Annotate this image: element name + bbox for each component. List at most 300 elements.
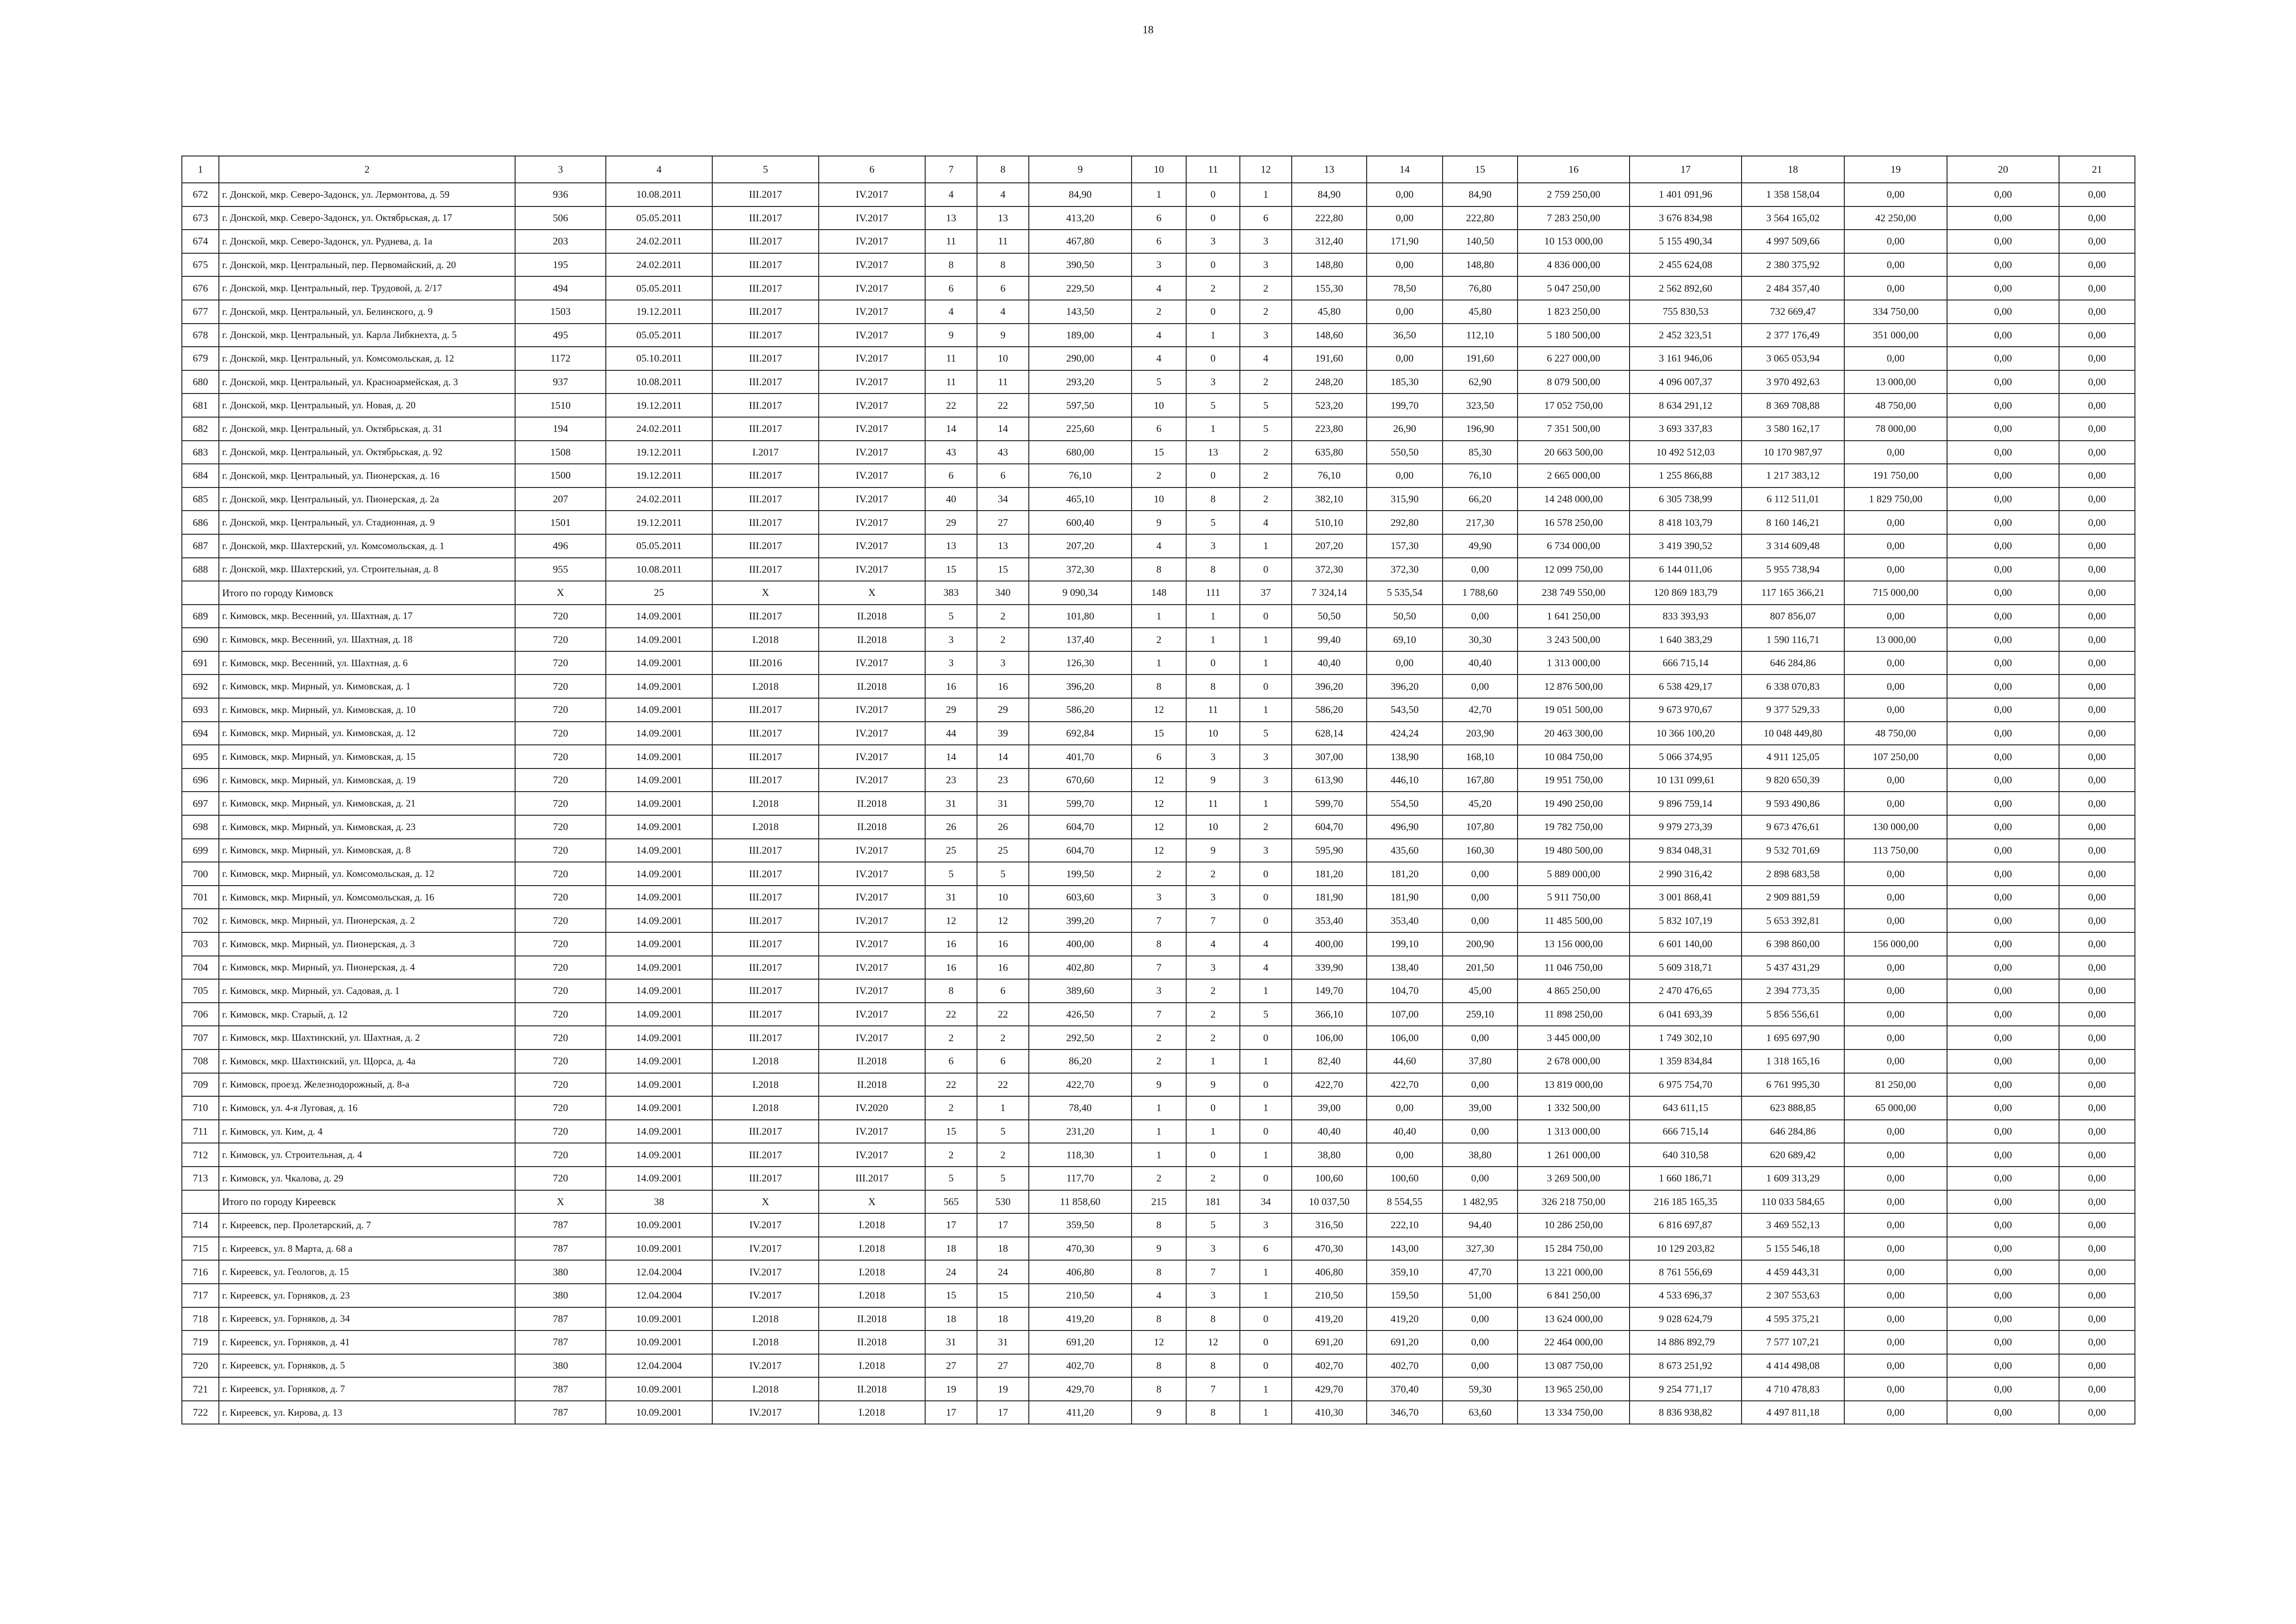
value-cell: 0,00 xyxy=(1947,792,2059,815)
row-number-cell: 709 xyxy=(182,1073,219,1097)
value-cell: 0,00 xyxy=(1947,511,2059,534)
value-cell: 11 858,60 xyxy=(1029,1190,1132,1214)
value-cell: 0,00 xyxy=(1844,511,1947,534)
value-cell: 9 028 624,79 xyxy=(1630,1307,1742,1331)
value-cell: II.2018 xyxy=(819,1049,925,1073)
row-number-cell: 721 xyxy=(182,1377,219,1401)
value-cell: 12 xyxy=(1186,1330,1240,1354)
value-cell: 936 xyxy=(515,183,606,206)
value-cell: 0,00 xyxy=(2059,1260,2135,1284)
value-cell: III.2017 xyxy=(712,300,819,324)
value-cell: 148 xyxy=(1132,581,1186,605)
value-cell: 126,30 xyxy=(1029,651,1132,675)
row-number-cell: 692 xyxy=(182,675,219,698)
address-cell: г. Кимовск, мкр. Мирный, ул. Кимовская, д. 21 xyxy=(219,792,515,815)
value-cell: 107 250,00 xyxy=(1844,745,1947,768)
value-cell: 1 xyxy=(1240,1284,1292,1307)
value-cell: 5 xyxy=(977,1167,1029,1190)
address-cell: Итого по городу Киреевск xyxy=(219,1190,515,1214)
value-cell: 14.09.2001 xyxy=(606,745,712,768)
value-cell: 10 129 203,82 xyxy=(1630,1237,1742,1261)
value-cell: 0,00 xyxy=(1844,230,1947,253)
value-cell: 0,00 xyxy=(2059,441,2135,464)
value-cell: I.2018 xyxy=(712,1377,819,1401)
value-cell: 353,40 xyxy=(1367,909,1443,932)
value-cell: 0,00 xyxy=(2059,605,2135,628)
value-cell: 0,00 xyxy=(1947,487,2059,511)
value-cell: 0 xyxy=(1240,605,1292,628)
value-cell: 17 052 750,00 xyxy=(1518,394,1630,417)
value-cell: 720 xyxy=(515,605,606,628)
value-cell: IV.2017 xyxy=(712,1260,819,1284)
value-cell: 19.12.2011 xyxy=(606,464,712,487)
value-cell: 7 351 500,00 xyxy=(1518,417,1630,441)
value-cell: 0 xyxy=(1240,558,1292,581)
value-cell: 1 788,60 xyxy=(1443,581,1518,605)
address-cell: г. Кимовск, проезд. Железнодорожный, д. 8-а xyxy=(219,1073,515,1097)
value-cell: 14.09.2001 xyxy=(606,886,712,909)
value-cell: 0,00 xyxy=(1947,370,2059,394)
row-number-cell: 693 xyxy=(182,698,219,722)
value-cell: 0,00 xyxy=(2059,722,2135,745)
value-cell: II.2018 xyxy=(819,792,925,815)
value-cell: 43 xyxy=(977,441,1029,464)
value-cell: 18 xyxy=(977,1237,1029,1261)
value-cell: 530 xyxy=(977,1190,1029,1214)
value-cell: 113 750,00 xyxy=(1844,839,1947,862)
value-cell: 720 xyxy=(515,628,606,651)
table-row xyxy=(182,1026,2135,1049)
value-cell: 1 xyxy=(1186,628,1240,651)
value-cell: 44 xyxy=(925,722,977,745)
value-cell: 2 xyxy=(1186,1026,1240,1049)
row-number-cell: 702 xyxy=(182,909,219,932)
value-cell: 0,00 xyxy=(1844,347,1947,370)
value-cell: 0,00 xyxy=(1844,792,1947,815)
value-cell: 0,00 xyxy=(2059,675,2135,698)
row-number-cell: 687 xyxy=(182,534,219,558)
value-cell: 8 xyxy=(1132,558,1186,581)
value-cell: 12 xyxy=(1132,698,1186,722)
value-cell: 117,70 xyxy=(1029,1167,1132,1190)
value-cell: 10 131 099,61 xyxy=(1630,768,1742,792)
value-cell: 112,10 xyxy=(1443,324,1518,347)
value-cell: 2 xyxy=(1132,1026,1186,1049)
value-cell: III.2017 xyxy=(712,932,819,956)
value-cell: 3 580 162,17 xyxy=(1742,417,1844,441)
value-cell: 9 254 771,17 xyxy=(1630,1377,1742,1401)
value-cell: 7 xyxy=(1132,956,1186,980)
table-row xyxy=(182,862,2135,886)
value-cell: 11 xyxy=(977,370,1029,394)
value-cell: 494 xyxy=(515,276,606,300)
value-cell: 5 889 000,00 xyxy=(1518,862,1630,886)
address-cell: г. Кимовск, мкр. Мирный, ул. Комсомольская, д. 12 xyxy=(219,862,515,886)
value-cell: 14.09.2001 xyxy=(606,932,712,956)
value-cell: 346,70 xyxy=(1367,1401,1443,1424)
value-cell: 17 xyxy=(925,1401,977,1424)
value-cell: 0 xyxy=(1240,675,1292,698)
value-cell: 955 xyxy=(515,558,606,581)
column-number-header: 11 xyxy=(1186,156,1240,183)
value-cell: 0,00 xyxy=(1844,1354,1947,1378)
value-cell: 6 xyxy=(925,276,977,300)
value-cell: IV.2017 xyxy=(819,722,925,745)
value-cell: 14.09.2001 xyxy=(606,956,712,980)
value-cell: 34 xyxy=(977,487,1029,511)
value-cell: 290,00 xyxy=(1029,347,1132,370)
value-cell: 9 xyxy=(1132,1073,1186,1097)
value-cell: 13 156 000,00 xyxy=(1518,932,1630,956)
value-cell: 0,00 xyxy=(1443,605,1518,628)
value-cell: IV.2017 xyxy=(819,932,925,956)
value-cell: 0,00 xyxy=(1443,1330,1518,1354)
value-cell: III.2017 xyxy=(712,1026,819,1049)
value-cell: 628,14 xyxy=(1292,722,1367,745)
value-cell: 7 xyxy=(1186,1377,1240,1401)
value-cell: 0,00 xyxy=(2059,628,2135,651)
value-cell: 10.09.2001 xyxy=(606,1213,712,1237)
value-cell: 720 xyxy=(515,1096,606,1120)
value-cell: 16 xyxy=(925,956,977,980)
value-cell: 111 xyxy=(1186,581,1240,605)
value-cell: 0,00 xyxy=(1947,1096,2059,1120)
value-cell: III.2017 xyxy=(712,768,819,792)
value-cell: IV.2017 xyxy=(819,230,925,253)
value-cell: 9 979 273,39 xyxy=(1630,815,1742,839)
row-number-cell xyxy=(182,581,219,605)
row-number-cell: 696 xyxy=(182,768,219,792)
value-cell: 30,30 xyxy=(1443,628,1518,651)
value-cell: 2 484 357,40 xyxy=(1742,276,1844,300)
value-cell: 9 xyxy=(1186,768,1240,792)
table-row xyxy=(182,1237,2135,1261)
value-cell: 0 xyxy=(1186,651,1240,675)
row-number-cell: 716 xyxy=(182,1260,219,1284)
address-cell: г. Кимовск, мкр. Мирный, ул. Кимовская, д. 10 xyxy=(219,698,515,722)
address-cell: г. Киреевск, ул. Горняков, д. 23 xyxy=(219,1284,515,1307)
value-cell: 2 xyxy=(925,1143,977,1167)
address-cell: г. Донской, мкр. Центральный, ул. Пионерская, д. 2а xyxy=(219,487,515,511)
value-cell: 359,50 xyxy=(1029,1213,1132,1237)
value-cell: 6 xyxy=(1240,1237,1292,1261)
address-cell: г. Донской, мкр. Шахтерский, ул. Комсомольская, д. 1 xyxy=(219,534,515,558)
value-cell: 666 715,14 xyxy=(1630,1120,1742,1143)
address-cell: г. Донской, мкр. Северо-Задонск, ул. Руднева, д. 1а xyxy=(219,230,515,253)
value-cell: 4 xyxy=(1240,956,1292,980)
value-cell: 599,70 xyxy=(1292,792,1367,815)
value-cell: 19 051 500,00 xyxy=(1518,698,1630,722)
value-cell: 99,40 xyxy=(1292,628,1367,651)
row-number-cell: 715 xyxy=(182,1237,219,1261)
value-cell: 1 xyxy=(977,1096,1029,1120)
value-cell: 155,30 xyxy=(1292,276,1367,300)
value-cell: 0,00 xyxy=(1947,862,2059,886)
value-cell: IV.2017 xyxy=(819,558,925,581)
value-cell: 4 xyxy=(1132,324,1186,347)
value-cell: 4 865 250,00 xyxy=(1518,979,1630,1003)
table-row xyxy=(182,792,2135,815)
value-cell: 12 xyxy=(1132,768,1186,792)
value-cell: 1 641 250,00 xyxy=(1518,605,1630,628)
value-cell: 0,00 xyxy=(1947,558,2059,581)
value-cell: III.2017 xyxy=(712,534,819,558)
value-cell: 13 087 750,00 xyxy=(1518,1354,1630,1378)
value-cell: 19 782 750,00 xyxy=(1518,815,1630,839)
value-cell: 51,00 xyxy=(1443,1284,1518,1307)
value-cell: 106,00 xyxy=(1292,1026,1367,1049)
value-cell: 0,00 xyxy=(2059,206,2135,230)
value-cell: 623 888,85 xyxy=(1742,1096,1844,1120)
value-cell: II.2018 xyxy=(819,675,925,698)
column-number-header: 6 xyxy=(819,156,925,183)
value-cell: 12.04.2004 xyxy=(606,1284,712,1307)
value-cell: 27 xyxy=(925,1354,977,1378)
value-cell: 0,00 xyxy=(1443,1073,1518,1097)
value-cell: 1 829 750,00 xyxy=(1844,487,1947,511)
value-cell: 3 xyxy=(1240,230,1292,253)
value-cell: 16 578 250,00 xyxy=(1518,511,1630,534)
table-row xyxy=(182,276,2135,300)
value-cell: IV.2017 xyxy=(819,300,925,324)
value-cell: 12 xyxy=(925,909,977,932)
value-cell: 1 xyxy=(1240,628,1292,651)
value-cell: 0,00 xyxy=(2059,815,2135,839)
table-row xyxy=(182,886,2135,909)
value-cell: 4 710 478,83 xyxy=(1742,1377,1844,1401)
value-cell: 6 xyxy=(1132,230,1186,253)
value-cell: 9 673 970,67 xyxy=(1630,698,1742,722)
value-cell: 0,00 xyxy=(2059,324,2135,347)
value-cell: 3 xyxy=(1186,230,1240,253)
value-cell: 94,40 xyxy=(1443,1213,1518,1237)
column-number-header: 8 xyxy=(977,156,1029,183)
value-cell: IV.2017 xyxy=(819,886,925,909)
value-cell: 14.09.2001 xyxy=(606,675,712,698)
value-cell: 787 xyxy=(515,1377,606,1401)
value-cell: 0,00 xyxy=(2059,511,2135,534)
value-cell: 0,00 xyxy=(1367,183,1443,206)
value-cell: 2 xyxy=(1240,370,1292,394)
value-cell: 382,10 xyxy=(1292,487,1367,511)
value-cell: 0,00 xyxy=(2059,300,2135,324)
value-cell: 0,00 xyxy=(2059,534,2135,558)
value-cell: 24.02.2011 xyxy=(606,487,712,511)
value-cell: 402,70 xyxy=(1029,1354,1132,1378)
value-cell: 6 538 429,17 xyxy=(1630,675,1742,698)
value-cell: 1 609 313,29 xyxy=(1742,1167,1844,1190)
value-cell: I.2018 xyxy=(712,815,819,839)
value-cell: III.2017 xyxy=(712,886,819,909)
value-cell: 69,10 xyxy=(1367,628,1443,651)
value-cell: 5 xyxy=(925,605,977,628)
value-cell: 191 750,00 xyxy=(1844,464,1947,487)
value-cell: 1 401 091,96 xyxy=(1630,183,1742,206)
value-cell: 0,00 xyxy=(1947,253,2059,277)
value-cell: 1 xyxy=(1186,605,1240,628)
row-number-cell: 706 xyxy=(182,1003,219,1026)
value-cell: 106,00 xyxy=(1367,1026,1443,1049)
value-cell: 5 955 738,94 xyxy=(1742,558,1844,581)
value-cell: 167,80 xyxy=(1443,768,1518,792)
value-cell: 0,00 xyxy=(1844,886,1947,909)
value-cell: 0,00 xyxy=(1844,1260,1947,1284)
value-cell: 390,50 xyxy=(1029,253,1132,277)
value-cell: III.2017 xyxy=(712,1143,819,1167)
value-cell: 0,00 xyxy=(1844,276,1947,300)
value-cell: 210,50 xyxy=(1029,1284,1132,1307)
value-cell: 10.09.2001 xyxy=(606,1307,712,1331)
value-cell: 22 xyxy=(925,1073,977,1097)
value-cell: III.2017 xyxy=(712,183,819,206)
value-cell: 429,70 xyxy=(1292,1377,1367,1401)
value-cell: III.2016 xyxy=(712,651,819,675)
value-cell: IV.2017 xyxy=(819,441,925,464)
value-cell: 4 414 498,08 xyxy=(1742,1354,1844,1378)
value-cell: 2 665 000,00 xyxy=(1518,464,1630,487)
value-cell: 5 xyxy=(1240,394,1292,417)
column-number-header: 4 xyxy=(606,156,712,183)
value-cell: 149,70 xyxy=(1292,979,1367,1003)
value-cell: 6 xyxy=(925,1049,977,1073)
value-cell: 613,90 xyxy=(1292,768,1367,792)
table-row xyxy=(182,1213,2135,1237)
value-cell: 0,00 xyxy=(1844,1401,1947,1424)
value-cell: 5 155 490,34 xyxy=(1630,230,1742,253)
value-cell: III.2017 xyxy=(712,909,819,932)
value-cell: 380 xyxy=(515,1260,606,1284)
value-cell: 0,00 xyxy=(1844,675,1947,698)
value-cell: 9 673 476,61 xyxy=(1742,815,1844,839)
value-cell: IV.2017 xyxy=(819,324,925,347)
value-cell: 0,00 xyxy=(1947,394,2059,417)
value-cell: 0,00 xyxy=(2059,394,2135,417)
value-cell: 646 284,86 xyxy=(1742,1120,1844,1143)
value-cell: 0,00 xyxy=(1844,1237,1947,1261)
row-number-cell: 705 xyxy=(182,979,219,1003)
value-cell: 8 554,55 xyxy=(1367,1190,1443,1214)
value-cell: 720 xyxy=(515,909,606,932)
value-cell: 0,00 xyxy=(1367,300,1443,324)
value-cell: 419,20 xyxy=(1029,1307,1132,1331)
value-cell: 5 xyxy=(1186,394,1240,417)
value-cell: 207,20 xyxy=(1292,534,1367,558)
value-cell: 0,00 xyxy=(1947,1073,2059,1097)
row-number-cell: 711 xyxy=(182,1120,219,1143)
column-number-header: 5 xyxy=(712,156,819,183)
column-number-header: 10 xyxy=(1132,156,1186,183)
value-cell: 635,80 xyxy=(1292,441,1367,464)
value-cell: 422,70 xyxy=(1292,1073,1367,1097)
value-cell: 19.12.2011 xyxy=(606,300,712,324)
value-cell: 14.09.2001 xyxy=(606,862,712,886)
value-cell: 0,00 xyxy=(1947,1167,2059,1190)
value-cell: 45,20 xyxy=(1443,792,1518,815)
value-cell: 16 xyxy=(925,932,977,956)
value-cell: 1 217 383,12 xyxy=(1742,464,1844,487)
value-cell: 0,00 xyxy=(2059,1190,2135,1214)
value-cell: 107,00 xyxy=(1367,1003,1443,1026)
value-cell: III.2017 xyxy=(712,324,819,347)
subtotal-row xyxy=(182,1190,2135,1214)
value-cell: 2 xyxy=(977,628,1029,651)
value-cell: 4 xyxy=(1186,932,1240,956)
value-cell: 603,60 xyxy=(1029,886,1132,909)
value-cell: 419,20 xyxy=(1292,1307,1367,1331)
value-cell: 11 046 750,00 xyxy=(1518,956,1630,980)
table-row xyxy=(182,1096,2135,1120)
value-cell: 0 xyxy=(1240,1354,1292,1378)
value-cell: III.2017 xyxy=(819,1167,925,1190)
value-cell: 720 xyxy=(515,651,606,675)
value-cell: 8 xyxy=(1132,932,1186,956)
value-cell: 2 678 000,00 xyxy=(1518,1049,1630,1073)
value-cell: 0 xyxy=(1186,464,1240,487)
value-cell: 0,00 xyxy=(2059,1049,2135,1073)
row-number-cell: 695 xyxy=(182,745,219,768)
value-cell: 62,90 xyxy=(1443,370,1518,394)
value-cell: 0,00 xyxy=(1947,628,2059,651)
value-cell: 6 841 250,00 xyxy=(1518,1284,1630,1307)
value-cell: 410,30 xyxy=(1292,1401,1367,1424)
value-cell: 0,00 xyxy=(1947,206,2059,230)
value-cell: 0,00 xyxy=(2059,464,2135,487)
column-number-header: 12 xyxy=(1240,156,1292,183)
value-cell: 604,70 xyxy=(1292,815,1367,839)
value-cell: I.2018 xyxy=(712,1073,819,1097)
value-cell: 23 xyxy=(925,768,977,792)
value-cell: 0,00 xyxy=(1443,909,1518,932)
value-cell: 0,00 xyxy=(1844,1213,1947,1237)
value-cell: 4 xyxy=(1240,511,1292,534)
address-cell: г. Киреевск, ул. Кирова, д. 13 xyxy=(219,1401,515,1424)
value-cell: 5 437 431,29 xyxy=(1742,956,1844,980)
value-cell: 0,00 xyxy=(2059,276,2135,300)
value-cell: 0,00 xyxy=(2059,1120,2135,1143)
value-cell: 1 xyxy=(1186,1120,1240,1143)
value-cell: 0,00 xyxy=(1844,651,1947,675)
value-cell: 12 xyxy=(1132,1330,1186,1354)
value-cell: 3 xyxy=(1240,768,1292,792)
value-cell: 0,00 xyxy=(1947,1003,2059,1026)
value-cell: 13 xyxy=(925,534,977,558)
value-cell: 40,40 xyxy=(1367,1120,1443,1143)
value-cell: 39,00 xyxy=(1292,1096,1367,1120)
value-cell: 620 689,42 xyxy=(1742,1143,1844,1167)
column-number-header: 2 xyxy=(219,156,515,183)
value-cell: 9 xyxy=(1132,1237,1186,1261)
value-cell: 4 xyxy=(1132,1284,1186,1307)
value-cell: 3 xyxy=(1132,253,1186,277)
table-row xyxy=(182,909,2135,932)
value-cell: 9 xyxy=(1186,1073,1240,1097)
value-cell: 36,50 xyxy=(1367,324,1443,347)
value-cell: 130 000,00 xyxy=(1844,815,1947,839)
value-cell: 3 xyxy=(1186,370,1240,394)
value-cell: 12 xyxy=(1132,792,1186,815)
row-number-cell: 720 xyxy=(182,1354,219,1378)
value-cell: 10.09.2001 xyxy=(606,1377,712,1401)
table-row xyxy=(182,745,2135,768)
value-cell: 0,00 xyxy=(1443,558,1518,581)
value-cell: 248,20 xyxy=(1292,370,1367,394)
value-cell: 0,00 xyxy=(1844,1003,1947,1026)
value-cell: 4 xyxy=(1132,534,1186,558)
row-number-cell: 710 xyxy=(182,1096,219,1120)
value-cell: 26 xyxy=(977,815,1029,839)
value-cell: 20 463 300,00 xyxy=(1518,722,1630,745)
value-cell: 8 xyxy=(1186,1401,1240,1424)
